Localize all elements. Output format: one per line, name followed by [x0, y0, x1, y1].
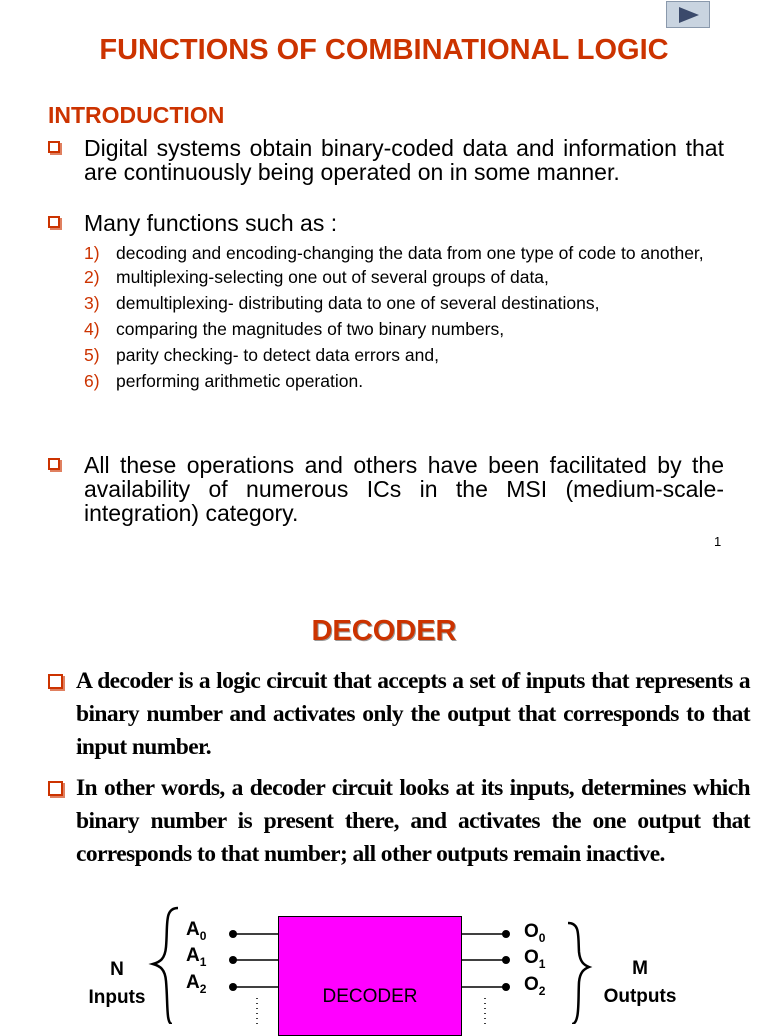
- input-lines: [229, 930, 278, 1024]
- list-number: 6): [84, 371, 100, 391]
- list-number: 5): [84, 345, 100, 365]
- outputs-group-label: M Outputs: [603, 958, 677, 1007]
- list-item: [84, 244, 724, 263]
- input-label: $A_1$: [186, 945, 207, 969]
- list-text: parity checking- to detect data errors and,: [116, 345, 439, 365]
- left-brace: [153, 908, 178, 1024]
- slide-title: DECODER: [311, 615, 457, 647]
- bullet-text: Many functions such as :: [84, 210, 338, 236]
- list-text: demultiplexing- distributing data to one of several destinations,: [116, 293, 600, 313]
- input-label: $A_2$: [186, 972, 207, 996]
- hollow-square-bullet-icon: [48, 141, 60, 153]
- decoder-label: DECODER: [322, 986, 418, 1007]
- list-item: [84, 320, 724, 339]
- bullet-text: Digital systems obtain binary-coded data and information that are continuously being operated on in some manner.: [84, 135, 724, 185]
- section-heading: INTRODUCTION: [48, 102, 225, 128]
- next-slide-button[interactable]: [666, 1, 710, 28]
- output-label: $O_2$: [524, 974, 546, 998]
- bullet-item: [48, 453, 724, 525]
- list-number: 1): [84, 243, 100, 263]
- slide-2: [0, 575, 768, 1024]
- bullet-text: A decoder is a logic circuit that accepts a set of inputs that represents a binary number and activates only the output that corresponds to that input number.: [76, 668, 750, 760]
- right-brace: [568, 923, 589, 1024]
- list-number: 3): [84, 293, 100, 313]
- list-text: comparing the magnitudes of two binary numbers,: [116, 319, 505, 339]
- functions-list: [84, 244, 724, 391]
- list-text: decoding and encoding-changing the data from one type of code to another,: [116, 243, 704, 263]
- list-number: 2): [84, 267, 100, 287]
- input-label: $A_0$: [186, 919, 207, 943]
- hollow-square-bullet-icon: [48, 216, 60, 228]
- play-arrow-icon: [678, 6, 700, 24]
- output-label: $O_0$: [524, 921, 546, 945]
- list-text: multiplexing-selecting one out of several groups of data,: [116, 267, 549, 287]
- output-label: $O_1$: [524, 947, 546, 971]
- slide-title: FUNCTIONS OF COMBINATIONAL LOGIC: [99, 34, 669, 66]
- bullet-item: [48, 136, 724, 184]
- list-item: [84, 346, 724, 365]
- list-text: performing arithmetic operation.: [116, 371, 364, 391]
- list-item: [84, 294, 724, 313]
- output-lines: [462, 930, 510, 1024]
- list-number: 4): [84, 319, 100, 339]
- inputs-group-label: N Inputs: [88, 959, 146, 1008]
- page-number: 1: [714, 534, 722, 549]
- hollow-square-bullet-icon: [48, 458, 60, 470]
- list-item: [84, 268, 724, 287]
- bullet-text: In other words, a decoder circuit looks at its inputs, determines which binary number is present there, and activates the one output that corresponds to that number; all other outputs remain inactive.: [76, 775, 750, 867]
- bullet-item: [48, 211, 724, 235]
- list-item: [84, 372, 724, 391]
- bullet-text: All these operations and others have been facilitated by the availability of numerous ICs in the MSI (medium-scale-integration) category.: [84, 452, 724, 526]
